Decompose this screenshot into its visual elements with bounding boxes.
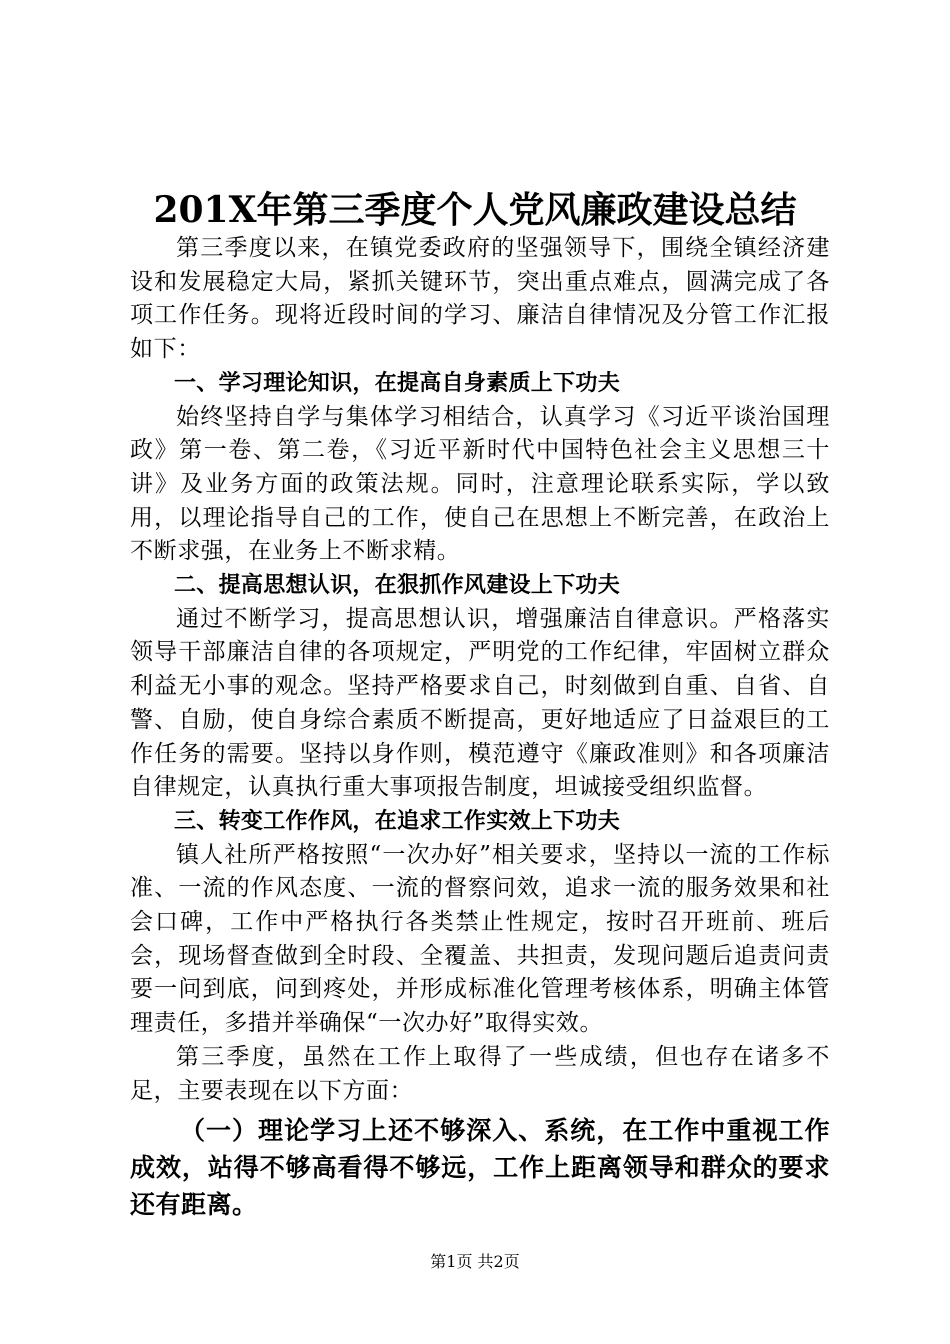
shortcomings-intro-paragraph: 第三季度，虽然在工作上取得了一些成绩，但也存在诸多不足，主要表现在以下方面：: [130, 1043, 830, 1104]
document-title: 201X年第三季度个人党风廉政建设总结: [153, 189, 797, 231]
section-heading-3: 三、转变工作作风，在追求工作实效上下功夫: [174, 808, 621, 834]
section-2-paragraph: 通过不断学习，提高思想认识，增强廉洁自律意识。严格落实领导干部廉洁自律的各项规定，严明党的工作纪律，牢固树立群众利益无小事的观念。坚持严格要求自己，时刻做到自重、自省、自警、自励，使自身综合素质不断提高，更好地适应了日益艰巨的工作任务的需要。坚持以身作则，模范遵守《廉政准则》和各项廉洁自律规定，认真执行重大事项报告制度，坦诚接受组织监督。: [130, 605, 830, 801]
section-1-paragraph: 始终坚持自学与集体学习相结合，认真学习《习近平谈治国理政》第一卷、第二卷，《习近平新时代中国特色社会主义思想三十讲》及业务方面的政策法规。同时，注意理论联系实际，学以致用，以理论指导自己的工作，使自己在思想上不断完善，在政治上不断求强，在业务上不断求精。: [130, 403, 830, 565]
shortcoming-1-paragraph: （一）理论学习上还不够深入、系统，在工作中重视工作成效，站得不够高看得不够远，工作上距离领导和群众的要求还有距离。: [130, 1116, 830, 1220]
section-heading-1: 一、学习理论知识，在提高自身素质上下功夫: [174, 370, 621, 396]
page-footer: 第1页 共2页: [430, 1252, 520, 1271]
section-heading-2: 二、提高思想认识，在狠抓作风建设上下功夫: [174, 573, 621, 599]
intro-paragraph: 第三季度以来，在镇党委政府的坚强领导下，围绕全镇经济建设和发展稳定大局，紧抓关键环节，突出重点难点，圆满完成了各项工作任务。现将近段时间的学习、廉洁自律情况及分管工作汇报如下：: [130, 235, 830, 363]
document-body: [130, 232, 830, 1223]
section-3-paragraph: 镇人社所严格按照“一次办好”相关要求，坚持以一流的工作标准、一流的作风态度、一流的督察问效，追求一流的服务效果和社会口碑，工作中严格执行各类禁止性规定，按时召开班前、班后会，现场督查做到全时段、全覆盖、共担责，发现问题后追责问责要一问到底，问到疼处，并形成标准化管理考核体系，明确主体管理责任，多措并举确保“一次办好”取得实效。: [130, 841, 830, 1037]
